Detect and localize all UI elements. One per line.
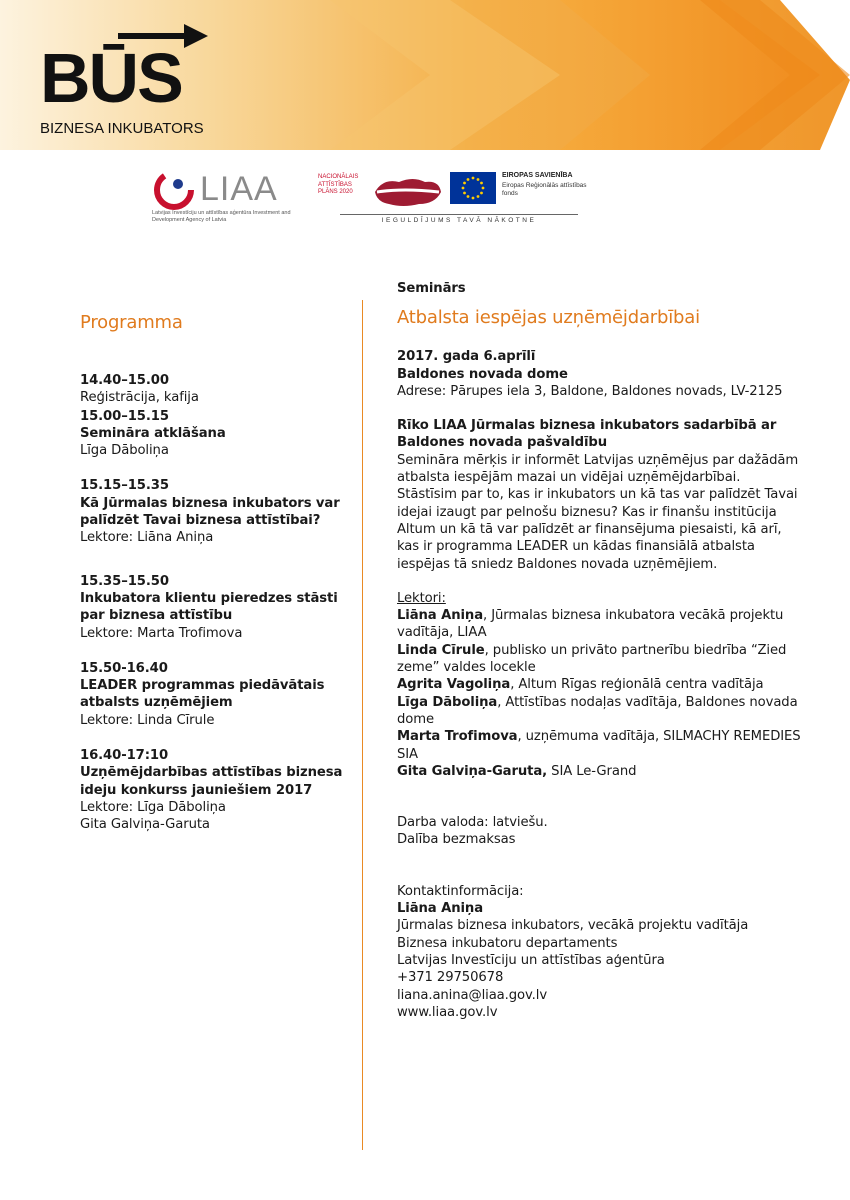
slot-time: 15.00–15.15 xyxy=(80,408,169,424)
seminar-terms xyxy=(397,814,807,849)
lecturer-item xyxy=(397,694,807,729)
slot-time: 15.50-16.40 xyxy=(80,660,168,676)
lecturer-name: Liāna Aniņa xyxy=(397,608,484,624)
seminar-address: Adrese: Pārupes iela 3, Baldone, Baldones novads, LV-2125 xyxy=(397,383,783,399)
liaa-emblem-icon xyxy=(150,168,198,212)
seminar-language: Darba valoda: latviešu. xyxy=(397,815,548,831)
lecturer-name: Linda Cīrule xyxy=(397,642,485,658)
lecturer-item xyxy=(397,728,807,763)
lecturer-role: , Altum Rīgas reģionālā centra vadītāja xyxy=(510,677,764,693)
slot-time: 14.40–15.00 xyxy=(80,373,169,388)
slot-detail: Reģistrācija, kafija xyxy=(80,390,199,406)
contact-role: Jūrmalas biznesa inkubators, vecākā projektu vadītāja xyxy=(397,918,749,934)
contact-department: Biznesa inkubatoru departaments xyxy=(397,935,618,951)
lecturer-name: Līga Dāboliņa xyxy=(397,694,498,710)
lecturer-role: SIA Le-Grand xyxy=(547,763,637,779)
seminar-goal: Semināra mērķis ir informēt Latvijas uzņēmējus par dažādām atbalsta iespējām mazai un vidējai uzņēmējdarbībai. xyxy=(397,452,799,486)
slot-time: 15.15–15.35 xyxy=(80,478,169,494)
contact-info xyxy=(397,883,807,1021)
program-column xyxy=(80,312,350,834)
eu-name: EIROPAS SAVIENĪBA xyxy=(502,172,573,179)
seminar-venue: Baldones novada dome xyxy=(397,366,568,382)
slogan: IEGULDĪJUMS TAVĀ NĀKOTNE xyxy=(381,217,537,224)
slot-title: Inkubatora klientu pieredzes stāsti par biznesa attīstību xyxy=(80,590,338,624)
seminar-fee: Dalība bezmaksas xyxy=(397,832,516,848)
lecturer-name: Marta Trofimova xyxy=(397,729,518,745)
contact-label: Kontaktinformācija: xyxy=(397,883,524,899)
slot-title: Kā Jūrmalas biznesa inkubators var palīdzēt Tavai biznesa attīstībai? xyxy=(80,495,340,529)
seminar-description: Stāstīsim par to, kas ir inkubators un kā tas var palīdzēt Tavai idejai izaugt par pelnošu biznesu? Kas ir finanšu institūcija Altum un kā tā var palīdzēt ar finansējuma piesaisti, kā arī, kas ir programma LEADER un kādas finansiālā atbalsta iespējas tā sniedz Baldones novada uzņēmējiem. xyxy=(397,487,798,572)
seminar-about xyxy=(397,417,807,573)
contact-email[interactable]: liana.anina@liaa.gov.lv xyxy=(397,987,548,1003)
slot-detail: Lektore: Liāna Aniņa xyxy=(80,530,214,546)
slot-title: LEADER programmas piedāvātais atbalsts uzņēmējiem xyxy=(80,678,325,711)
slot-detail: Lektore: Marta Trofimova xyxy=(80,625,243,641)
program-slot xyxy=(80,477,350,546)
seminar-column xyxy=(397,280,807,1021)
slogan-divider xyxy=(340,214,578,215)
eu-flag-icon xyxy=(450,172,496,204)
lecturers xyxy=(397,590,807,780)
program-title: Programma xyxy=(80,312,183,333)
lecturer-name: Gita Galviņa-Garuta, xyxy=(397,763,548,779)
liaa-name: LIAA xyxy=(200,170,278,208)
slot-detail: Lektore: Līga Dāboliņa xyxy=(80,799,226,815)
program-slot xyxy=(80,660,350,729)
seminar-label: Seminārs xyxy=(397,281,466,296)
bus-logo-word: BŪS xyxy=(40,39,182,117)
lecturer-item xyxy=(397,676,807,693)
bus-logo xyxy=(40,20,230,140)
lecturer-name: Agrita Vagoliņa xyxy=(397,677,511,693)
nap-text: NACIONĀLAIS ATTĪSTĪBAS PLĀNS 2020 xyxy=(318,174,359,195)
slot-time: 15.35–15.50 xyxy=(80,573,169,589)
lecturers-label: Lektori: xyxy=(397,590,446,606)
eu-fund: Eiropas Reģionālās attīstības fonds xyxy=(502,182,587,197)
program-slot xyxy=(80,408,350,460)
program-slot xyxy=(80,747,350,833)
slot-time: 16.40-17:10 xyxy=(80,748,169,764)
lecturer-role: , Jūrmalas biznesa inkubatora vecākā projektu vadītāja, LIAA xyxy=(397,608,784,641)
seminar-date: 2017. gada 6.aprīlī xyxy=(397,349,536,365)
slot-title: Semināra atklāšana xyxy=(80,425,226,441)
contact-name: Liāna Aniņa xyxy=(397,901,484,917)
liaa-tagline: Latvijas Investīciju un attīstības aģentūra Investment and Development Agency of Latvia xyxy=(152,210,291,223)
eu-text xyxy=(502,172,592,197)
slot-title: Uzņēmējdarbības attīstības biznesa ideju konkurss jauniešiem 2017 xyxy=(80,765,343,798)
nap-logo xyxy=(318,174,448,214)
lecturer-role: , uzņēmuma vadītāja, SILMACHY REMEDIES SIA xyxy=(397,729,801,762)
seminar-title: Atbalsta iespējas uzņēmējdarbībai xyxy=(397,307,700,329)
program-slot xyxy=(80,372,350,407)
lecturer-item xyxy=(397,763,807,780)
program-slot xyxy=(80,573,350,642)
bus-logo-subtitle: BIZNESA INKUBATORS xyxy=(40,120,204,137)
contact-phone: +371 29750678 xyxy=(397,970,504,986)
slot-detail-2: Gita Galviņa-Garuta xyxy=(80,817,210,833)
seminar-organizer: Rīko LIAA Jūrmalas biznesa inkubators sadarbībā ar Baldones novada pašvaldību xyxy=(397,418,777,451)
lecturer-role: , Attīstības nodaļas vadītāja, Baldones novada dome xyxy=(397,694,798,727)
contact-agency: Latvijas Investīciju un attīstības aģentūra xyxy=(397,952,665,968)
eu-logo xyxy=(450,172,590,208)
column-divider xyxy=(362,300,363,1150)
lecturer-item xyxy=(397,642,807,677)
slot-detail: Līga Dāboliņa xyxy=(80,443,169,459)
latvia-map-icon xyxy=(373,174,443,210)
partner-logos xyxy=(150,168,590,230)
lecturer-role: , publisko un privāto partnerību biedrība “Zied zeme” valdes locekle xyxy=(397,642,787,676)
contact-website[interactable]: www.liaa.gov.lv xyxy=(397,1004,498,1020)
seminar-event-info xyxy=(397,348,807,400)
lecturer-item xyxy=(397,607,807,642)
liaa-logo xyxy=(150,168,295,228)
slot-detail: Lektore: Linda Cīrule xyxy=(80,712,215,728)
